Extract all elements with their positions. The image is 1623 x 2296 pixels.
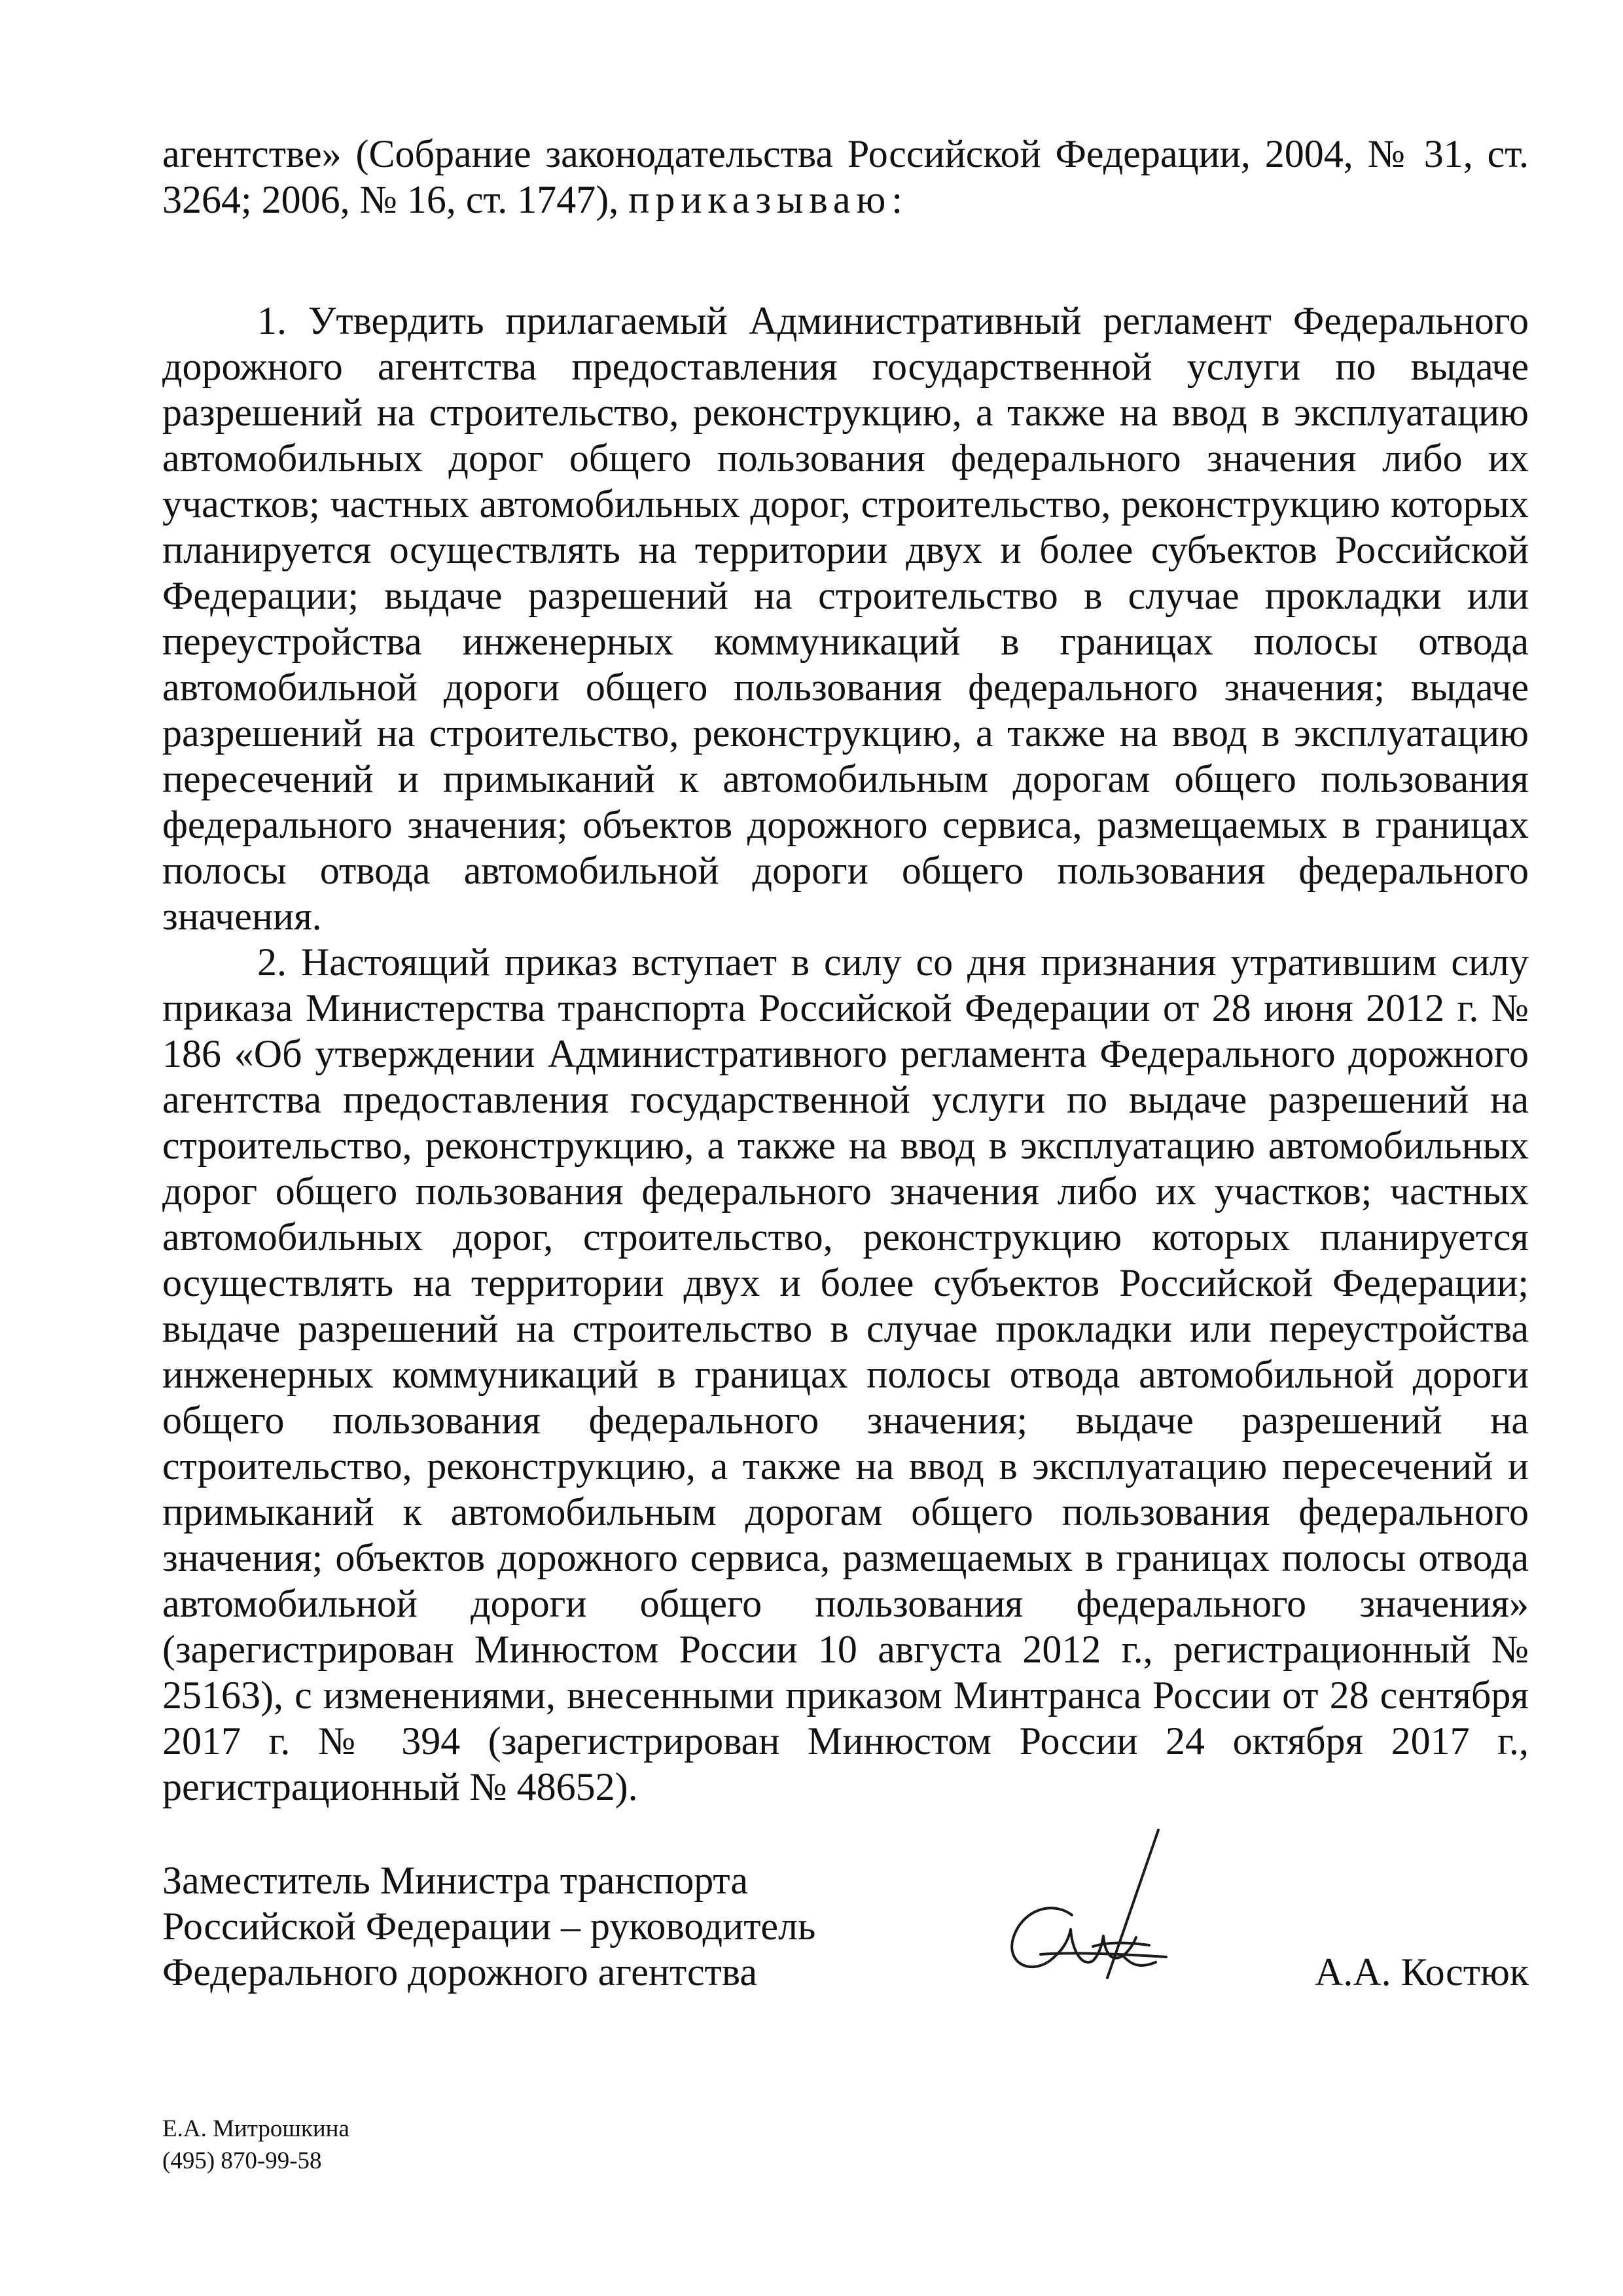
executor-phone: (495) 870-99-58 [162,2147,322,2174]
signatory-title-line: Российской Федерации – руководитель [162,1905,816,1948]
intro-colon: : [891,178,903,221]
signatory-title [162,1857,815,1995]
signer-name: А.А. Костюк [1314,1950,1529,1994]
order-item-1: 1. Утвердить прилагаемый Административный регламент Федерального дорожного агентства предоставления государственной услуги по выдаче разрешений на строительство, реконструкцию, а также на ввод в эксплуатацию автомобильных дорог общего пользования федерального значения либо их участков; частных автомобильных дорог, строительство, реконструкцию которых планируется осуществлять на территории двух и более субъектов Российской Федерации; выдаче разрешений на строительство в случае прокладки или переустройства инженерных коммуникаций в границах полосы отвода автомобильной дороги общего пользования федерального значения; выдаче разрешений на строительство, реконструкцию, а также на ввод в эксплуатацию пересечений и примыканий к автомобильным дорогам общего пользования федерального значения; объектов дорожного сервиса, размещаемых в границах полосы отвода автомобильной дороги общего пользования федерального значения. [162,299,1529,938]
signatory-title-line: Федерального дорожного агентства [162,1950,757,1994]
handwritten-signature [995,1826,1204,2009]
order-item-2: 2. Настоящий приказ вступает в силу со дня признания утратившим силу приказа Министерства транспорта Российской Федерации от 28 июня 2012 г. № 186 «Об утверждении Административного регламента Федерального дорожного агентства предоставления государственной услуги по выдаче разрешений на строительство, реконструкцию, а также на ввод в эксплуатацию автомобильных дорог общего пользования федерального значения либо их участков; частных автомобильных дорог, строительство, реконструкцию которых планируется осуществлять на территории двух и более субъектов Российской Федерации; выдаче разрешений на строительство в случае прокладки или переустройства инженерных коммуникаций в границах полосы отвода автомобильной дороги общего пользования федерального значения; выдаче разрешений на строительство, реконструкцию, а также на ввод в эксплуатацию пересечений и примыканий к автомобильным дорогам общего пользования федерального значения; объектов дорожного сервиса, размещаемых в границах полосы отвода автомобильной дороги общего пользования федерального значения» (зарегистрирован Минюстом России 10 августа 2012 г., регистрационный № 25163), с изменениями, внесенными приказом Минтранса России от 28 сентября 2017 г. № 394 (зарегистрирован Минюстом России 24 октября 2017 г., регистрационный № 48652). [162,941,1529,1808]
intro-paragraph [162,131,1529,223]
signatory-title-line: Заместитель Министра транспорта [162,1859,749,1902]
executor-name: Е.А. Митрошкина [162,2115,349,2142]
order-word: приказываю [628,178,892,221]
executor-info [162,2113,349,2177]
intro-text: агентстве» (Собрание законодательства Российской Федерации, 2004, № 31, ст. 3264; 2006, № 16, ст. 1747), [162,132,1529,221]
document-body [162,131,1529,1810]
